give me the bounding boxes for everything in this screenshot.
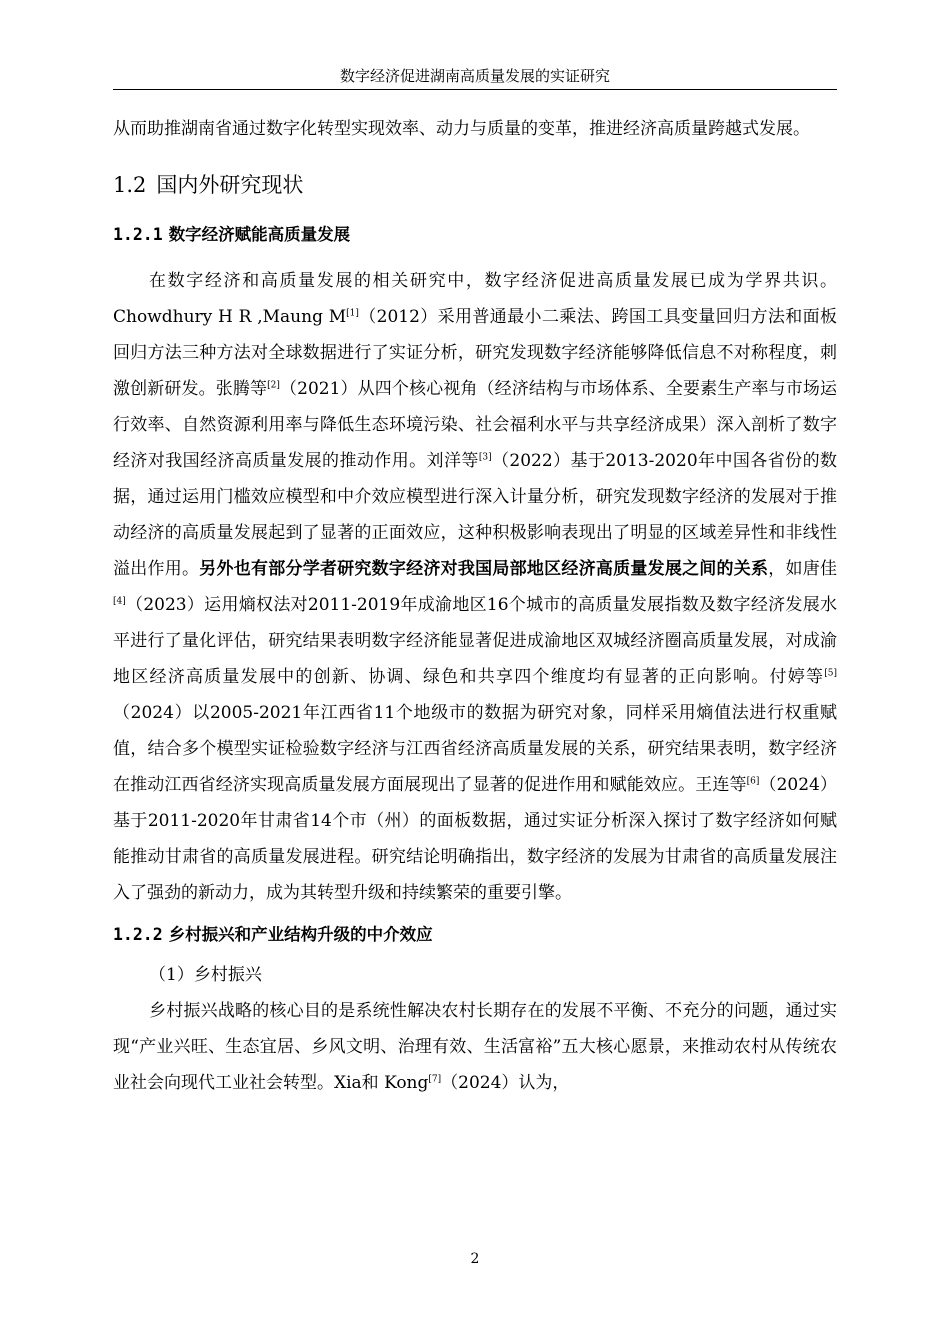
- citation-ref: [7]: [428, 1074, 442, 1085]
- section-title: 数字经济赋能高质量发展: [168, 225, 351, 244]
- text-run: （2021）从四个核心视角（经济结构与市场体系、全要素生产率与市场运行效率、自然资源利用率与降低生态环境污染、社会福利水平与共享经济成果）深入剖析了数字经济对我国经济高质量发展的推动作用。刘洋等: [113, 379, 838, 471]
- section-number: 1.2.2: [113, 925, 163, 944]
- text-run: 在数字经济和高质量发展的相关研究中，数字经济促进高质量发展已成为学界共识。Chowdhury H R ,Maung M: [113, 271, 837, 327]
- page-number: 2: [470, 1251, 480, 1267]
- section-heading-1-2-1: [113, 217, 837, 253]
- citation-ref: [2]: [267, 380, 280, 391]
- paragraph-rural-revitalization: [113, 993, 837, 1101]
- text-run: （2012）采用普通最小二乘法、跨国工具变量回归方法和面板回归方法三种方法对全球数据进行了实证分析，研究发现数字经济能够降低信息不对称程度，刺激创新研发。张腾等: [113, 307, 837, 399]
- text-run: 乡村振兴战略的核心目的是系统性解决农村长期存在的发展不平衡、不充分的问题，通过实现“产业兴旺、生态宜居、乡风文明、治理有效、生活富裕”五大核心愿景，来推动农村从传统农业社会向现代工业社会转型。Xia和 Kong: [113, 1001, 837, 1093]
- running-header: 数字经济促进湖南高质量发展的实证研究: [339, 67, 610, 85]
- paragraph-intro-continuation: 从而助推湖南省通过数字化转型实现效率、动力与质量的变革，推进经济高质量跨越式发展。: [113, 119, 810, 139]
- text-run: （2024）以2005-2021年江西省11个地级市的数据为研究对象，同样采用熵值法进行权重赋值，结合多个模型实证检验数字经济与江西省经济高质量发展的关系，研究结果表明，数字经济在推动江西省经济实现高质量发展方面展现出了显著的促进作用和赋能效应。王连等: [113, 703, 837, 795]
- bold-text-run: 另外也有部分学者研究数字经济对我国局部地区经济高质量发展之间的关系: [199, 559, 769, 579]
- section-heading-1-2: [113, 167, 837, 203]
- text-run: （2022）基于2013-2020年中国各省份的数据，通过运用门槛效应模型和中介效应模型进行深入计量分析，研究发现数字经济的发展对于推动经济的高质量发展起到了显著的正面效应，这种积极影响表现出了明显的区域差异性和非线性溢出作用。: [113, 451, 837, 579]
- page-content: [113, 111, 837, 1101]
- section-title: 国内外研究现状: [156, 173, 304, 197]
- citation-ref: [1]: [346, 308, 359, 319]
- section-number: 1.2.1: [113, 225, 163, 244]
- text-run: ，如唐佳: [768, 559, 838, 579]
- text-run: （2023）运用熵权法对2011-2019年成渝地区16个城市的高质量发展指数及数字经济发展水平进行了量化评估，研究结果表明数字经济能显著促进成渝地区双城经济圈高质量发展，对成渝地区经济高质量发展中的创新、协调、绿色和共享四个维度均有显著的正向影响。付婷等: [113, 595, 837, 687]
- citation-ref: [6]: [746, 776, 760, 787]
- text-run: （2024）基于2011-2020年甘肃省14个市（州）的面板数据，通过实证分析深入探讨了数字经济如何赋能推动甘肃省的高质量发展进程。研究结论明确指出，数字经济的发展为甘肃省的高质量发展注入了强劲的新动力，成为其转型升级和持续繁荣的重要引擎。: [113, 775, 837, 903]
- section-heading-1-2-2: [113, 917, 837, 953]
- citation-ref: [5]: [824, 668, 837, 679]
- citation-ref: [4]: [113, 596, 126, 607]
- citation-ref: [3]: [478, 452, 492, 463]
- paragraph-literature-review: [113, 263, 837, 911]
- section-number: 1.2: [113, 173, 147, 197]
- header-rule: [113, 89, 837, 90]
- text-run: （2024）认为，: [441, 1073, 570, 1093]
- section-title: 乡村振兴和产业结构升级的中介效应: [168, 925, 433, 944]
- subheading-rural-revitalization: （1）乡村振兴: [149, 965, 262, 985]
